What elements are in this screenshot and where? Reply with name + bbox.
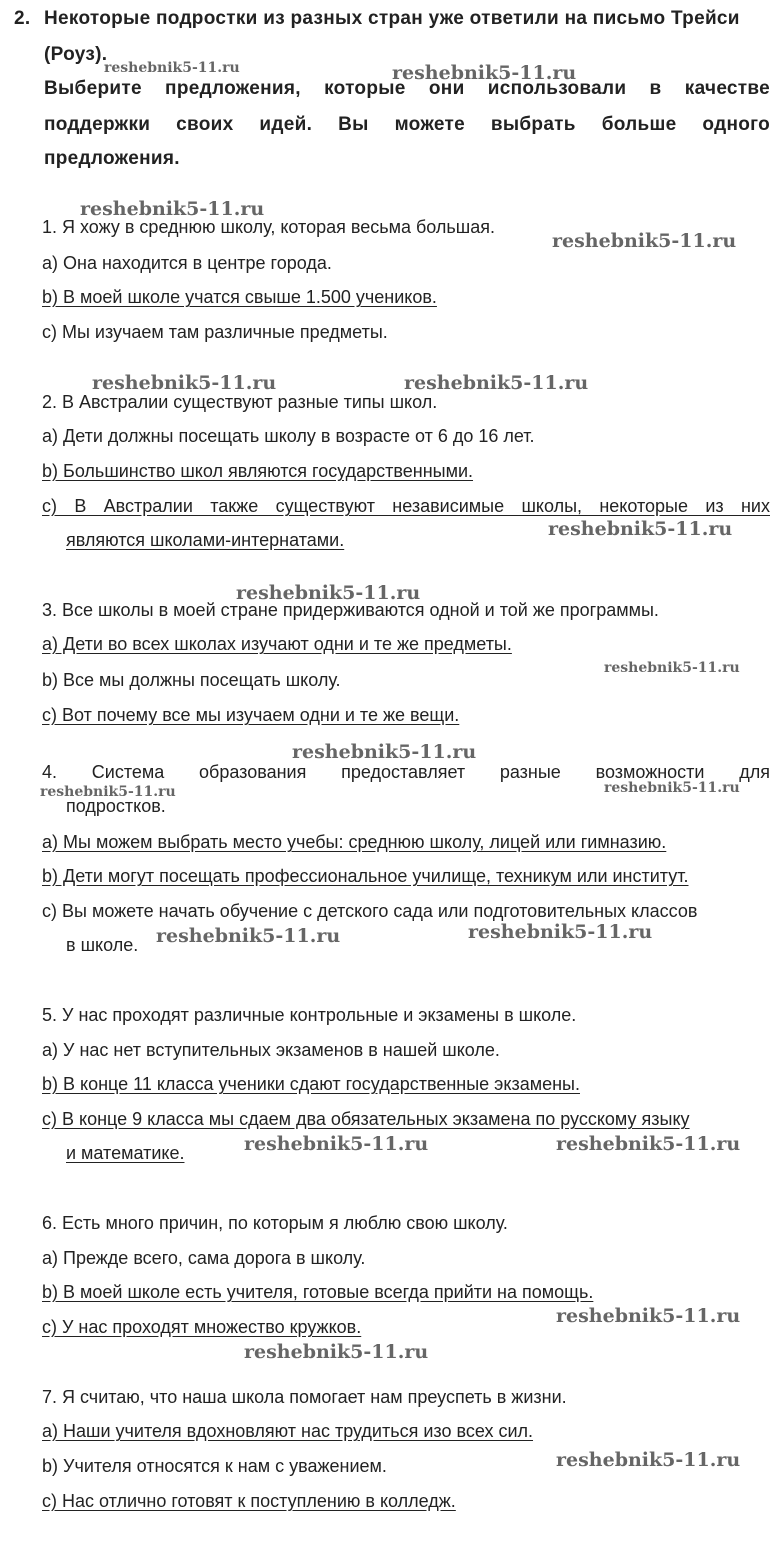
task-line-3: Выберите предложения, которые они использовали в качестве [44,78,770,99]
watermark: reshebnik5-11.ru [40,784,176,800]
question-6-option-b-selected: b) В моей школе есть учителя, готовые всегда прийти на помощь. [42,1282,594,1302]
watermark: reshebnik5-11.ru [92,372,277,394]
question-6-option-a: а) Прежде всего, сама дорога в школу. [42,1248,366,1268]
question-2-option-a: а) Дети должны посещать школу в возрасте от 6 до 16 лет. [42,426,535,446]
question-5-option-b-selected: b) В конце 11 класса ученики сдают государственные экзамены. [42,1074,580,1094]
question-2-option-b-selected: b) Большинство школ являются государственными. [42,461,474,481]
question-7-option-a-selected: а) Наши учителя вдохновляют нас трудиться изо всех сил. [42,1421,534,1441]
question-1-option-a: а) Она находится в центре города. [42,253,332,273]
watermark: reshebnik5-11.ru [468,921,653,943]
question-3-title: 3. Все школы в моей стране придерживаются одной и той же программы. [42,600,659,620]
watermark: reshebnik5-11.ru [104,60,240,76]
watermark: reshebnik5-11.ru [392,62,577,84]
question-7-option-c-selected: с) Нас отлично готовят к поступлению в колледж. [42,1491,456,1511]
watermark: reshebnik5-11.ru [552,230,737,252]
watermark: reshebnik5-11.ru [292,741,477,763]
question-5-option-c-selected: с) В конце 9 класса мы сдаем два обязательных экзамена по русскому языку [42,1109,690,1129]
question-4-title: 4. Система образования предоставляет разные возможности для [42,762,770,782]
watermark: reshebnik5-11.ru [604,780,740,796]
task-line-4: поддержки своих идей. Вы можете выбрать больше одного [44,114,770,135]
question-2-title: 2. В Австралии существуют разные типы школ. [42,392,438,412]
question-3-option-a-selected: а) Дети во всех школах изучают одни и те же предметы. [42,634,512,654]
watermark: reshebnik5-11.ru [548,518,733,540]
question-4-option-c: с) Вы можете начать обучение с детского сада или подготовительных классов [42,901,698,921]
question-4-option-a-selected: а) Мы можем выбрать место учебы: среднюю школу, лицей или гимназию. [42,832,667,852]
task-line-5: предложения. [44,148,180,169]
question-2-option-c-selected: с) В Австралии также существуют независимые школы, некоторые из них [42,496,770,516]
task-line-2: (Роуз). [44,44,108,65]
watermark: reshebnik5-11.ru [604,660,740,676]
watermark: reshebnik5-11.ru [236,582,421,604]
question-4-option-c-continued: в школе. [66,935,139,955]
watermark: reshebnik5-11.ru [244,1341,429,1363]
question-6-option-c-selected: с) У нас проходят множество кружков. [42,1317,362,1337]
question-6-title: 6. Есть много причин, по которым я люблю свою школу. [42,1213,508,1233]
task-line-1: Некоторые подростки из разных стран уже ответили на письмо Трейси [44,8,740,29]
question-2-option-c-continued: являются школами-интернатами. [66,530,345,550]
watermark: reshebnik5-11.ru [556,1305,741,1327]
task-number: 2. [14,8,31,29]
watermark: reshebnik5-11.ru [556,1449,741,1471]
watermark: reshebnik5-11.ru [156,925,341,947]
question-1-option-c: с) Мы изучаем там различные предметы. [42,322,388,342]
question-5-option-c-continued: и математике. [66,1143,185,1163]
question-3-option-c-selected: с) Вот почему все мы изучаем одни и те же вещи. [42,705,460,725]
question-1-option-b-selected: b) В моей школе учатся свыше 1.500 учеников. [42,287,437,307]
question-7-title: 7. Я считаю, что наша школа помогает нам преуспеть в жизни. [42,1387,567,1407]
question-5-title: 5. У нас проходят различные контрольные и экзамены в школе. [42,1005,577,1025]
question-3-option-b: b) Все мы должны посещать школу. [42,670,341,690]
question-4-title-continued: подростков. [66,796,166,816]
question-5-option-a: а) У нас нет вступительных экзаменов в нашей школе. [42,1040,500,1060]
question-4-option-b-selected: b) Дети могут посещать профессиональное училище, техникум или институт. [42,866,689,886]
watermark: reshebnik5-11.ru [556,1133,741,1155]
watermark: reshebnik5-11.ru [80,198,265,220]
question-7-option-b: b) Учителя относятся к нам с уважением. [42,1456,387,1476]
question-1-title: 1. Я хожу в среднюю школу, которая весьма большая. [42,217,495,237]
watermark: reshebnik5-11.ru [244,1133,429,1155]
watermark: reshebnik5-11.ru [404,372,589,394]
